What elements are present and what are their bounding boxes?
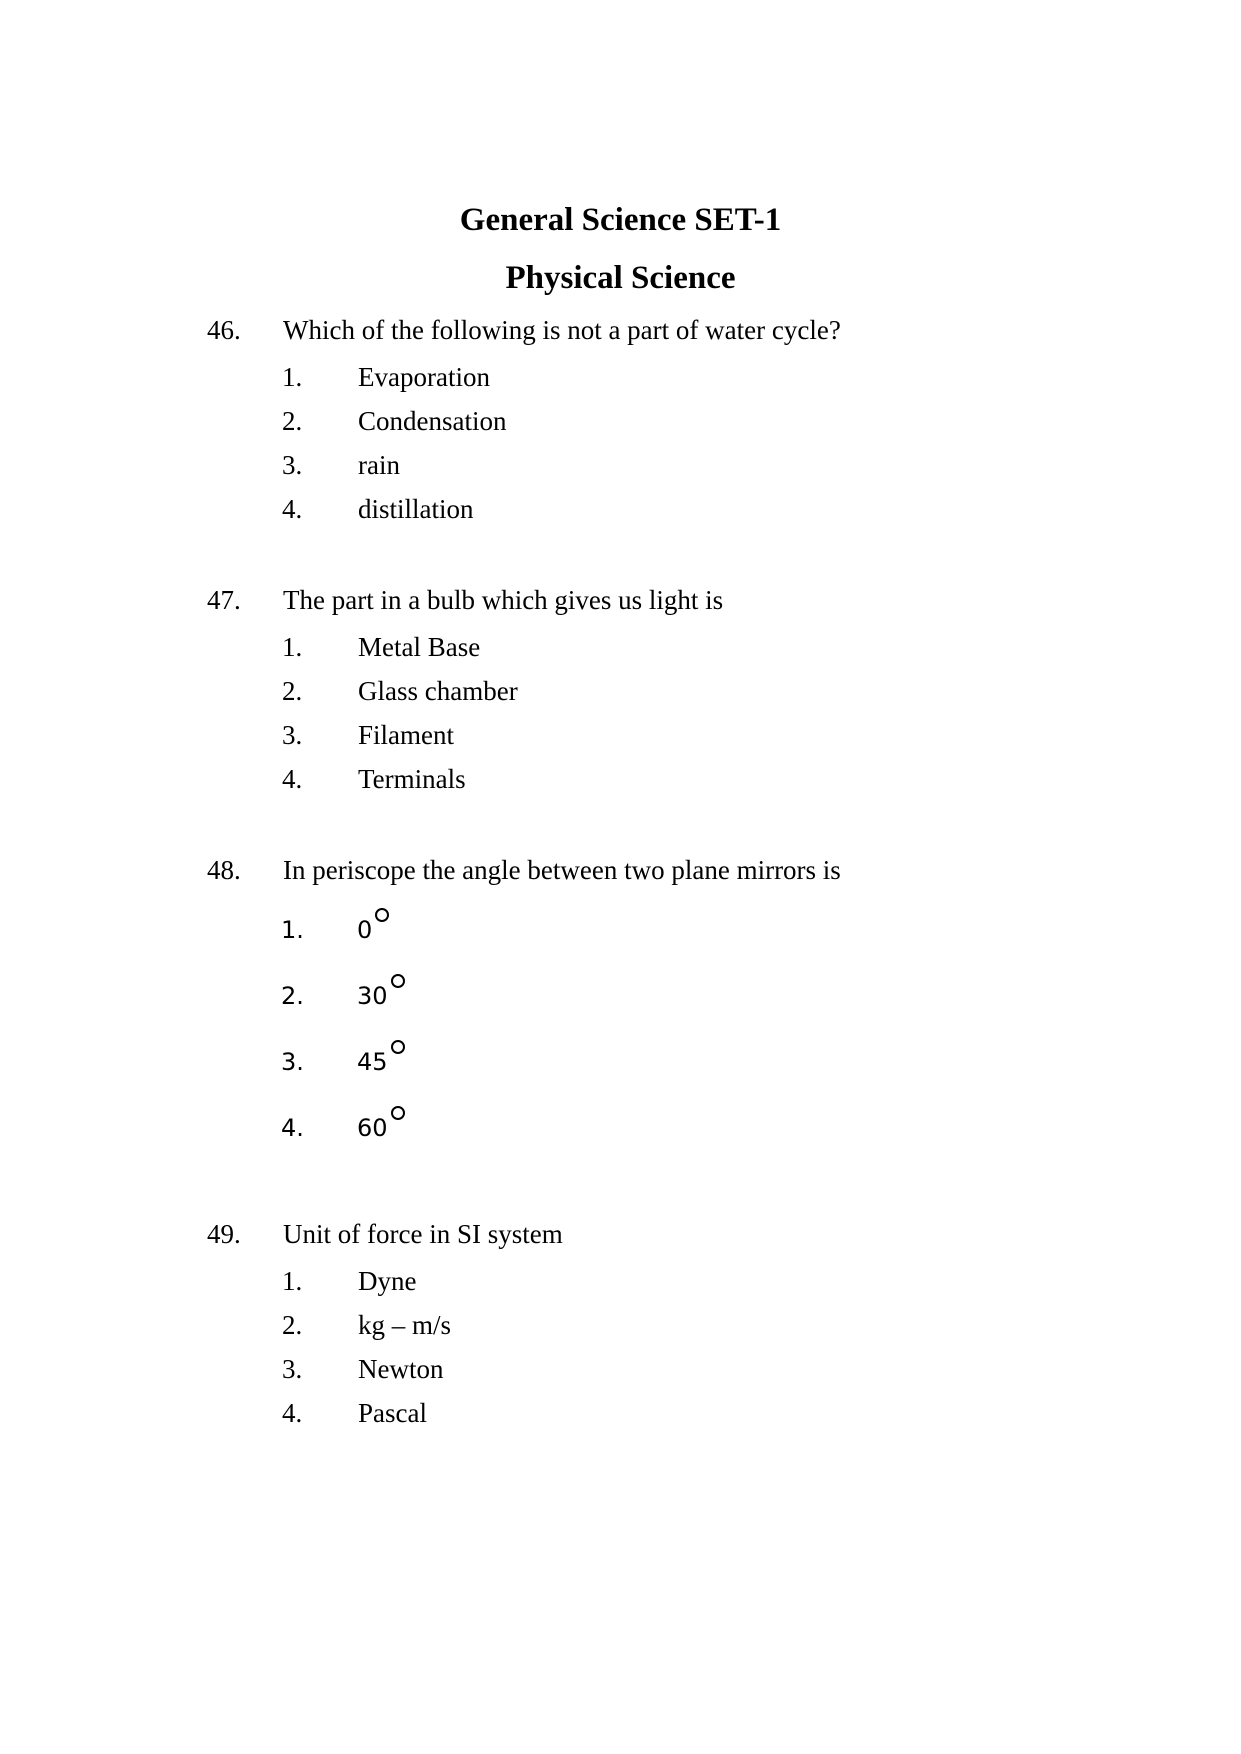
option-value — [357, 1110, 405, 1146]
option-number: 2. — [282, 676, 303, 706]
option-item — [0, 717, 1241, 761]
option-list — [0, 1263, 1241, 1439]
option-text: Filament — [358, 720, 454, 750]
option-text: 45 — [357, 1048, 388, 1076]
option-item — [0, 1263, 1241, 1307]
option-number: 1. — [282, 362, 303, 392]
option-item — [0, 1110, 1241, 1176]
question-number: 49. — [207, 1219, 241, 1249]
option-text: Condensation — [358, 406, 507, 436]
question-47 — [0, 582, 1241, 805]
option-number: 1. — [282, 1266, 303, 1296]
document-title: General Science SET-1 — [459, 202, 782, 238]
option-item — [0, 1307, 1241, 1351]
option-text: Terminals — [358, 764, 466, 794]
option-text: distillation — [358, 494, 474, 524]
option-text: 30 — [357, 982, 388, 1010]
option-number: 2. — [281, 982, 304, 1010]
question-number: 46. — [207, 315, 241, 345]
option-text: kg – m/s — [358, 1310, 452, 1340]
question-line — [0, 312, 1241, 348]
option-number: 4. — [281, 1114, 304, 1142]
option-item — [0, 447, 1241, 491]
option-text: Dyne — [358, 1266, 417, 1296]
option-text: 60 — [357, 1114, 388, 1142]
option-number: 3. — [281, 1048, 304, 1076]
option-text: 0 — [357, 916, 373, 944]
option-number: 4. — [282, 494, 303, 524]
option-number: 4. — [282, 764, 303, 794]
option-list — [0, 359, 1241, 535]
option-list — [0, 912, 1241, 1176]
question-number: 47. — [207, 585, 241, 615]
question-46 — [0, 312, 1241, 535]
question-48 — [0, 852, 1241, 1176]
option-text: Metal Base — [358, 632, 481, 662]
option-value — [357, 978, 405, 1014]
question-line — [0, 852, 1241, 888]
option-text: Pascal — [358, 1398, 427, 1428]
option-text: rain — [358, 450, 400, 480]
option-item — [0, 629, 1241, 673]
question-number: 48. — [207, 855, 241, 885]
option-number: 1. — [282, 632, 303, 662]
option-item — [0, 912, 1241, 978]
degree-icon — [375, 908, 389, 922]
degree-icon — [391, 1106, 405, 1120]
question-text: The part in a bulb which gives us light is — [283, 585, 724, 615]
question-line — [0, 1216, 1241, 1252]
option-number: 2. — [282, 406, 303, 436]
option-number: 2. — [282, 1310, 303, 1340]
question-line — [0, 582, 1241, 618]
question-text: Which of the following is not a part of water cycle? — [283, 315, 841, 345]
section-title: Physical Science — [505, 260, 736, 296]
option-value — [357, 912, 389, 948]
question-text: Unit of force in SI system — [283, 1219, 563, 1249]
degree-icon — [391, 974, 405, 988]
option-number: 3. — [282, 450, 303, 480]
option-item — [0, 1044, 1241, 1110]
option-item — [0, 359, 1241, 403]
question-text: In periscope the angle between two plane mirrors is — [283, 855, 841, 885]
option-number: 4. — [282, 1398, 303, 1428]
option-item — [0, 978, 1241, 1044]
option-item — [0, 673, 1241, 717]
option-item — [0, 1395, 1241, 1439]
option-text: Glass chamber — [358, 676, 518, 706]
option-item — [0, 491, 1241, 535]
option-list — [0, 629, 1241, 805]
option-item — [0, 1351, 1241, 1395]
option-text: Evaporation — [358, 362, 490, 392]
degree-icon — [391, 1040, 405, 1054]
question-49 — [0, 1216, 1241, 1439]
option-number: 3. — [282, 720, 303, 750]
option-number: 3. — [282, 1354, 303, 1384]
option-text: Newton — [358, 1354, 444, 1384]
option-number: 1. — [281, 916, 304, 944]
option-item — [0, 403, 1241, 447]
option-value — [357, 1044, 405, 1080]
option-item — [0, 761, 1241, 805]
